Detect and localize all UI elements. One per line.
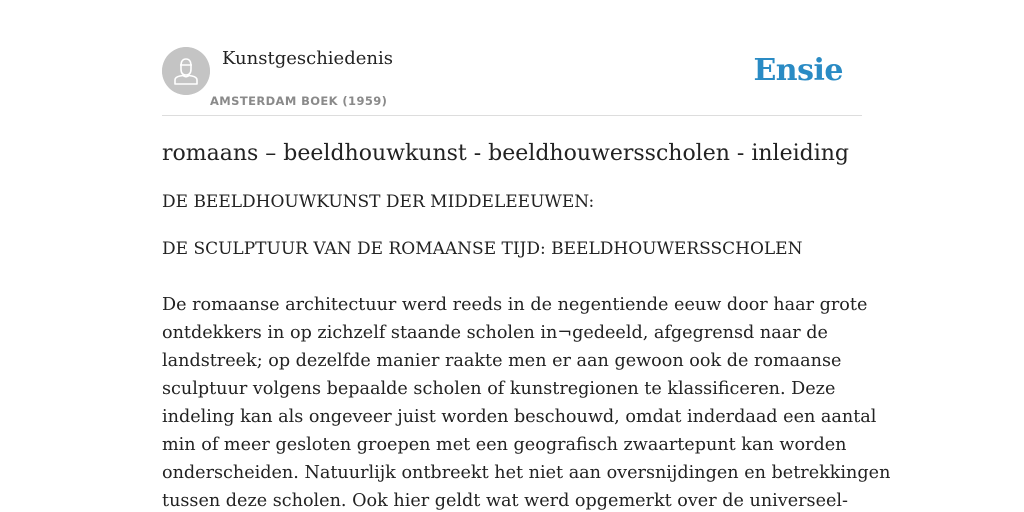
section-heading: DE BEELDHOUWKUNST DER MIDDELEEUWEN: — [162, 192, 595, 212]
body-line: onderscheiden. Natuurlijk ontbreekt het niet aan oversnijdingen en betrekkingen — [162, 463, 891, 483]
body-line: De romaanse architectuur werd reeds in de negentiende eeuw door haar grote — [162, 295, 868, 315]
source-header — [162, 47, 862, 116]
article-body — [162, 291, 891, 512]
body-line: min of meer gesloten groepen met een geografisch zwaartepunt kan worden — [162, 435, 847, 455]
body-line: landstreek; op dezelfde manier raakte men er aan gewoon ook de romaanse — [162, 351, 842, 371]
ensie-logo[interactable]: Ensie — [753, 53, 843, 88]
body-line: sculptuur volgens bepaalde scholen of kunstregionen te klassificeren. Deze — [162, 379, 836, 399]
body-line: indeling kan als ongeveer juist worden beschouwd, omdat inderdaad een aantal — [162, 407, 877, 427]
body-line: ontdekkers in op zichzelf staande scholen in¬gedeeld, afgegrensd naar de — [162, 323, 828, 343]
body-line: tussen deze scholen. Ook hier geldt wat werd opgemerkt over de universeel- — [162, 491, 848, 511]
source-subtitle: AMSTERDAM BOEK (1959) — [210, 94, 388, 108]
article-content — [162, 138, 891, 512]
source-title-link[interactable]: Kunstgeschiedenis — [222, 48, 393, 69]
user-avatar-icon[interactable] — [162, 47, 210, 95]
article-title: romaans – beeldhouwkunst - beeldhouwersscholen - inleiding — [162, 141, 849, 166]
subsection-heading: DE SCULPTUUR VAN DE ROMAANSE TIJD: BEELDHOUWERSSCHOLEN — [162, 239, 803, 259]
